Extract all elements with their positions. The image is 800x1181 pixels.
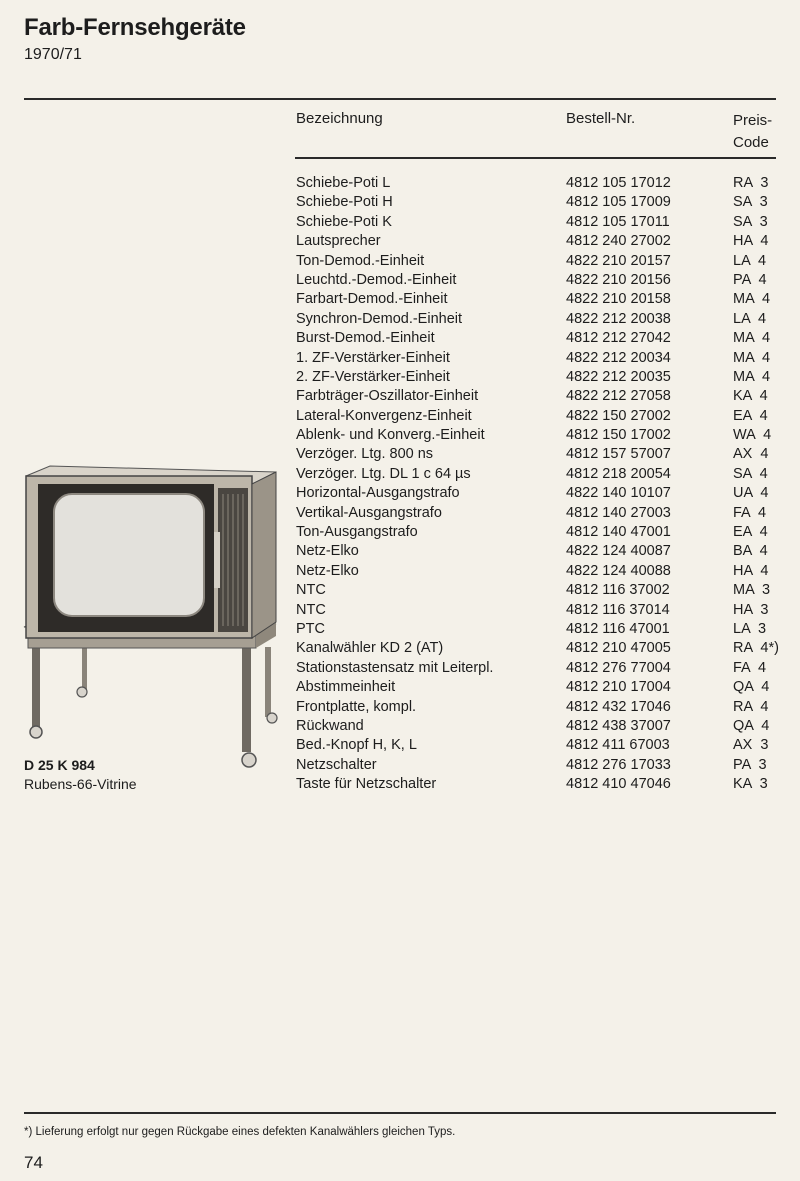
price-code: RA 3 bbox=[733, 175, 769, 191]
product-name: Rubens-66-Vitrine bbox=[24, 776, 137, 792]
tv-cabinet-icon bbox=[20, 462, 282, 774]
part-number: 4812 157 57007 bbox=[566, 446, 671, 463]
part-number: 4812 212 27042 bbox=[566, 330, 671, 347]
table-row bbox=[296, 445, 780, 464]
part-number: 4812 432 17046 bbox=[566, 698, 671, 715]
bottom-rule bbox=[24, 1112, 776, 1114]
price-code: QA 4 bbox=[733, 717, 770, 734]
part-name: Ton-Ausgangstrafo bbox=[296, 524, 418, 541]
table-row bbox=[296, 736, 780, 755]
part-number: 4812 105 17012 bbox=[566, 175, 671, 191]
price-code: FA 4 bbox=[733, 504, 767, 521]
part-name: Horizontal-Ausgangstrafo bbox=[296, 485, 460, 502]
price-code: RA 4*) bbox=[733, 640, 779, 657]
price-code: LA 4 bbox=[733, 252, 767, 269]
price-code: PA 3 bbox=[733, 756, 767, 773]
header-rule bbox=[295, 157, 776, 159]
part-name: PTC bbox=[296, 620, 325, 637]
price-code: LA 4 bbox=[733, 310, 767, 327]
table-row bbox=[296, 329, 780, 348]
page-number: 74 bbox=[24, 1153, 43, 1172]
page-title: Farb-Fernsehgeräte bbox=[24, 14, 246, 41]
price-code: SA 3 bbox=[733, 194, 768, 211]
table-row bbox=[296, 562, 780, 581]
price-code: BA 4 bbox=[733, 543, 768, 560]
table-row bbox=[296, 232, 780, 251]
column-header-preiscode-line2: Code bbox=[733, 134, 769, 151]
price-code: HA 3 bbox=[733, 601, 769, 618]
part-number: 4822 210 20157 bbox=[566, 252, 671, 269]
part-number: 4822 210 20156 bbox=[566, 271, 671, 288]
part-number: 4822 212 27058 bbox=[566, 388, 671, 405]
table-row bbox=[296, 542, 780, 561]
price-code: HA 4 bbox=[733, 562, 769, 579]
part-name: Netz-Elko bbox=[296, 562, 359, 579]
price-code: PA 4 bbox=[733, 271, 767, 288]
price-code: RA 4 bbox=[733, 698, 769, 715]
price-code: SA 3 bbox=[733, 213, 768, 230]
part-number: 4822 124 40088 bbox=[566, 562, 671, 579]
part-number: 4812 218 20054 bbox=[566, 465, 671, 482]
table-row bbox=[296, 601, 780, 620]
price-code: KA 4 bbox=[733, 388, 768, 405]
part-number: 4812 116 37002 bbox=[566, 582, 670, 599]
part-name: Schiebe-Poti K bbox=[296, 213, 392, 230]
column-header-preiscode-line1: Preis- bbox=[733, 112, 773, 129]
part-number: 4812 150 17002 bbox=[566, 427, 671, 444]
part-name: 1. ZF-Verstärker-Einheit bbox=[296, 349, 450, 366]
price-code: QA 4 bbox=[733, 679, 770, 696]
price-code: KA 3 bbox=[733, 776, 768, 793]
part-name: Farbart-Demod.-Einheit bbox=[296, 291, 448, 308]
price-code: WA 4 bbox=[733, 427, 772, 444]
tv-illustration bbox=[20, 462, 282, 774]
price-code: AX 4 bbox=[733, 446, 769, 463]
table-row bbox=[296, 484, 780, 503]
table-row bbox=[296, 310, 780, 329]
table-row bbox=[296, 174, 780, 193]
part-name: Stationstastensatz mit Leiterpl. bbox=[296, 659, 494, 676]
table-row bbox=[296, 717, 780, 736]
parts-table bbox=[296, 174, 780, 795]
part-name: Ablenk- und Konverg.-Einheit bbox=[296, 427, 485, 444]
price-code: MA 4 bbox=[733, 291, 771, 308]
table-row bbox=[296, 639, 780, 658]
price-code: MA 3 bbox=[733, 582, 771, 599]
price-code: MA 4 bbox=[733, 368, 771, 385]
part-number: 4822 212 20035 bbox=[566, 368, 671, 385]
part-name: Abstimmeinheit bbox=[296, 679, 396, 696]
part-number: 4812 410 47046 bbox=[566, 776, 671, 793]
part-number: 4812 116 37014 bbox=[566, 601, 670, 618]
part-name: Schiebe-Poti L bbox=[296, 175, 391, 191]
table-row bbox=[296, 252, 780, 271]
part-number: 4822 212 20038 bbox=[566, 310, 671, 327]
part-name: 2. ZF-Verstärker-Einheit bbox=[296, 368, 450, 385]
part-name: Vertikal-Ausgangstrafo bbox=[296, 504, 442, 521]
price-code: HA 4 bbox=[733, 233, 769, 250]
top-rule bbox=[24, 98, 776, 100]
part-number: 4812 140 27003 bbox=[566, 504, 671, 521]
part-number: 4822 140 10107 bbox=[566, 485, 671, 502]
part-name: Synchron-Demod.-Einheit bbox=[296, 310, 463, 327]
part-number: 4822 150 27002 bbox=[566, 407, 671, 424]
price-code: EA 4 bbox=[733, 407, 768, 424]
table-row bbox=[296, 620, 780, 639]
price-code: FA 4 bbox=[733, 659, 767, 676]
table-row bbox=[296, 523, 780, 542]
table-row bbox=[296, 271, 780, 290]
part-name: NTC bbox=[296, 601, 326, 618]
table-row bbox=[296, 349, 780, 368]
part-name: Taste für Netzschalter bbox=[296, 776, 437, 793]
part-number: 4812 276 17033 bbox=[566, 756, 671, 773]
table-row bbox=[296, 368, 780, 387]
part-name: Verzöger. Ltg. DL 1 c 64 µs bbox=[296, 465, 471, 482]
table-row bbox=[296, 387, 780, 406]
part-name: Verzöger. Ltg. 800 ns bbox=[296, 446, 434, 463]
part-number: 4822 212 20034 bbox=[566, 349, 671, 366]
part-name: Lateral-Konvergenz-Einheit bbox=[296, 407, 472, 424]
part-number: 4812 140 47001 bbox=[566, 524, 671, 541]
table-row bbox=[296, 465, 780, 484]
part-name: Schiebe-Poti H bbox=[296, 194, 393, 211]
part-name: Netz-Elko bbox=[296, 543, 359, 560]
table-row bbox=[296, 407, 780, 426]
part-name: Ton-Demod.-Einheit bbox=[296, 252, 425, 269]
price-code: UA 4 bbox=[733, 485, 769, 502]
table-row bbox=[296, 426, 780, 445]
part-number: 4812 105 17011 bbox=[566, 213, 670, 230]
product-model: D 25 K 984 bbox=[24, 757, 95, 773]
part-number: 4812 240 27002 bbox=[566, 233, 671, 250]
column-header-bezeichnung: Bezeichnung bbox=[296, 110, 383, 127]
part-number: 4822 124 40087 bbox=[566, 543, 671, 560]
price-code: MA 4 bbox=[733, 349, 771, 366]
part-name: Burst-Demod.-Einheit bbox=[296, 330, 435, 347]
table-row bbox=[296, 698, 780, 717]
part-number: 4812 411 67003 bbox=[566, 737, 670, 754]
part-name: Kanalwähler KD 2 (AT) bbox=[296, 640, 444, 657]
part-number: 4812 210 17004 bbox=[566, 679, 671, 696]
table-row bbox=[296, 756, 780, 775]
part-number: 4822 210 20158 bbox=[566, 291, 671, 308]
part-name: Leuchtd.-Demod.-Einheit bbox=[296, 271, 457, 288]
part-number: 4812 276 77004 bbox=[566, 659, 671, 676]
part-name: Rückwand bbox=[296, 717, 364, 734]
part-number: 4812 438 37007 bbox=[566, 717, 671, 734]
table-row bbox=[296, 775, 780, 794]
price-code: LA 3 bbox=[733, 620, 767, 637]
part-name: Frontplatte, kompl. bbox=[296, 698, 417, 715]
page-subtitle: 1970/71 bbox=[24, 46, 82, 63]
part-name: Bed.-Knopf H, K, L bbox=[296, 737, 417, 754]
price-code: AX 3 bbox=[733, 737, 769, 754]
table-row bbox=[296, 659, 780, 678]
table-row bbox=[296, 678, 780, 697]
table-row bbox=[296, 504, 780, 523]
table-row bbox=[296, 290, 780, 309]
part-name: Farbträger-Oszillator-Einheit bbox=[296, 388, 479, 405]
column-header-preiscode bbox=[733, 110, 777, 154]
table-row bbox=[296, 193, 780, 212]
price-code: SA 4 bbox=[733, 465, 768, 482]
part-name: Lautsprecher bbox=[296, 233, 381, 250]
part-number: 4812 210 47005 bbox=[566, 640, 671, 657]
column-header-bestellnr: Bestell-Nr. bbox=[566, 110, 636, 127]
table-row bbox=[296, 581, 780, 600]
footnote: *) Lieferung erfolgt nur gegen Rückgabe eines defekten Kanalwählers gleichen Typs. bbox=[24, 1126, 456, 1138]
price-code: MA 4 bbox=[733, 330, 771, 347]
part-number: 4812 105 17009 bbox=[566, 194, 671, 211]
price-code: EA 4 bbox=[733, 524, 768, 541]
part-number: 4812 116 47001 bbox=[566, 620, 670, 637]
part-name: Netzschalter bbox=[296, 756, 377, 773]
table-row bbox=[296, 213, 780, 232]
part-name: NTC bbox=[296, 582, 326, 599]
